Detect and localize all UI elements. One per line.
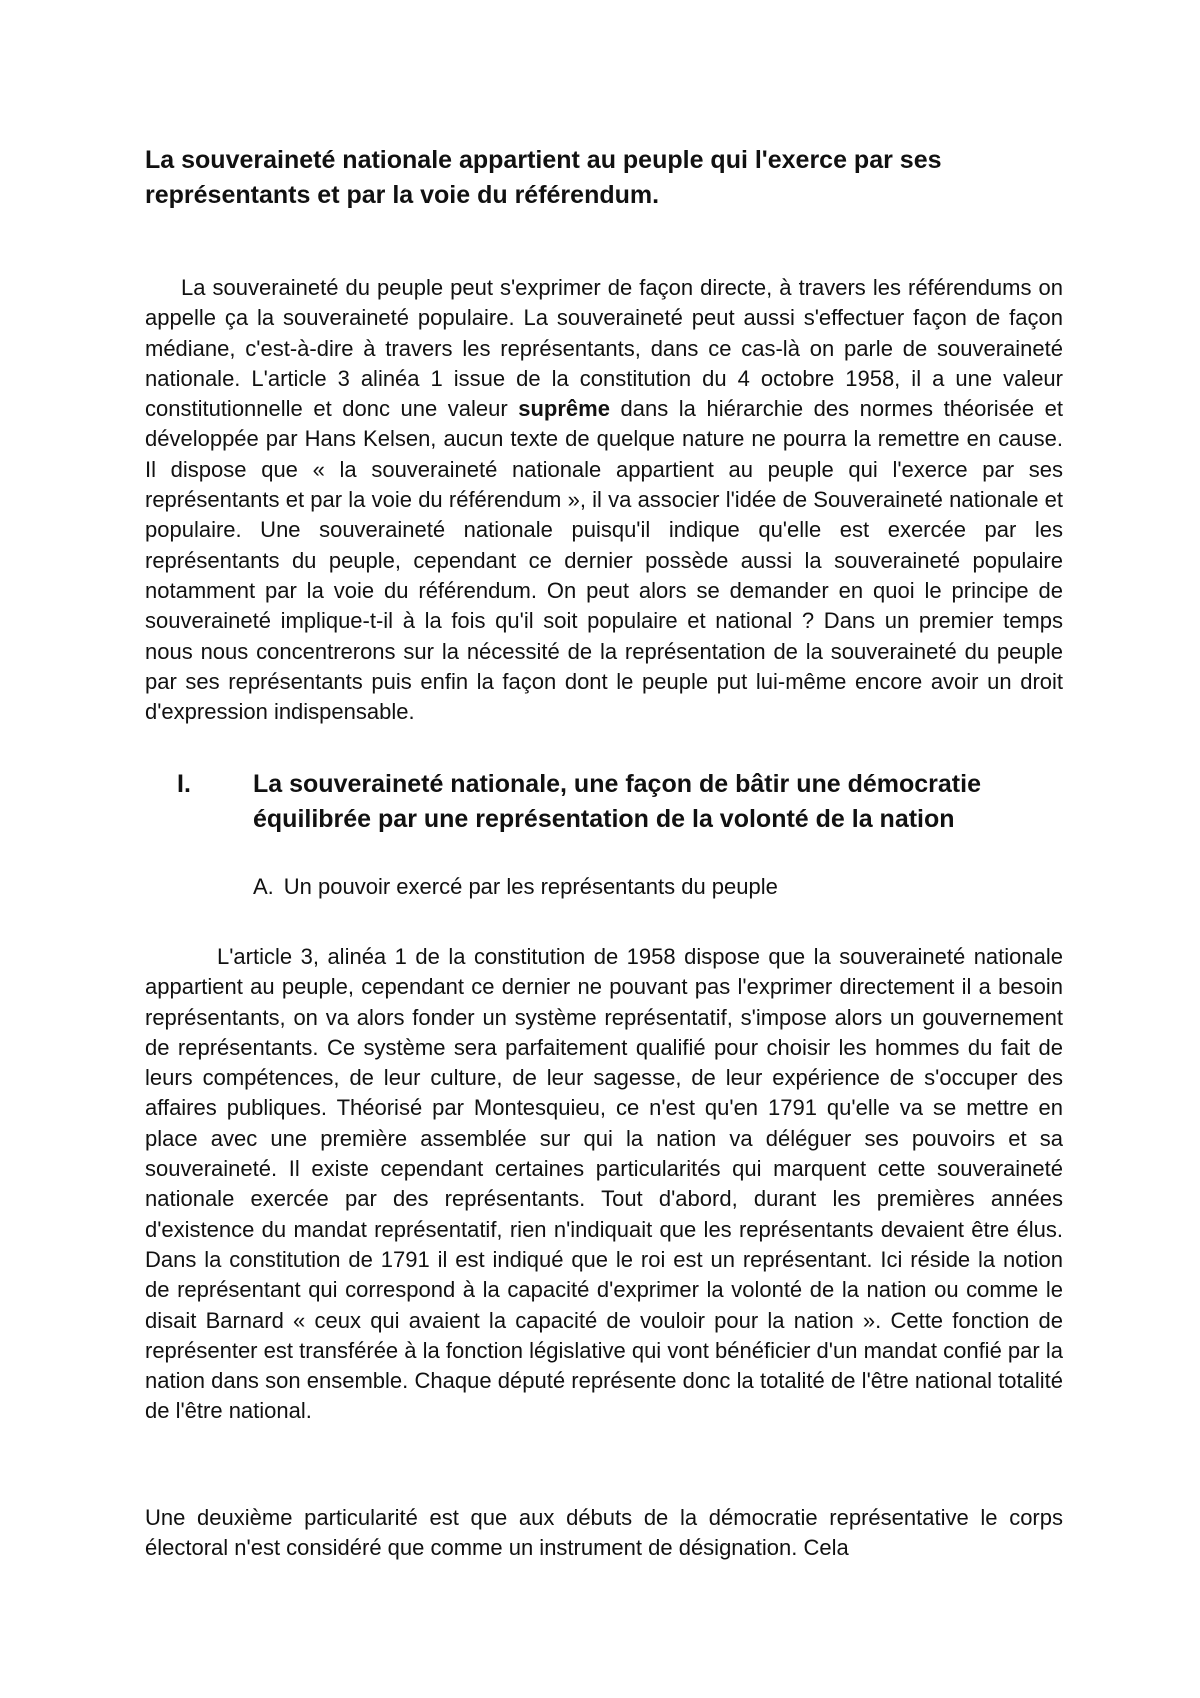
body-paragraph-1: L'article 3, alinéa 1 de la constitution de 1958 dispose que la souveraineté nationale appartient au peuple, cependant ce dernier ne pouvant pas l'exprimer directement il a besoin représentants, on va alors fonder un système représentatif, s'impose alors un gouvernement de représentants. Ce système sera parfaitement qualifié pour choisir les hommes du fait de leurs compétences, de leur culture, de leur sagesse, de leur expérience de s'occuper des affaires publiques. Théorisé par Montesquieu, ce n'est qu'en 1791 qu'elle va se mettre en place avec une première assemblée sur qui la nation va déléguer ses pouvoirs et sa souveraineté. Il existe cependant certaines particularités qui marquent cette souveraineté nationale exercée par des représentants. Tout d'abord, durant les premières années d'existence du mandat représentatif, rien n'indiquait que les représentants devaient être élus. Dans la constitution de 1791 il est indiqué que le roi est un représentant. Ici réside la notion de représentant qui correspond à la capacité d'exprimer la volonté de la nation ou comme le disait Barnard « ceux qui avaient la capacité de vouloir pour la nation ». Cette fonction de représenter est transférée à la fonction législative qui vont bénéficier d'un mandat confié par la nation dans son ensemble. Chaque député représente donc la totalité de l'être national totalité de l'être national. — [145, 944, 1063, 1424]
body-paragraph-2: Une deuxième particularité est que aux débuts de la démocratie représentative le corps électoral n'est considéré que comme un instrument de désignation. Cela — [145, 1505, 1063, 1561]
document-page — [145, 0, 1063, 1698]
intro-paragraph — [145, 273, 1063, 727]
section-1-heading-text: La souveraineté nationale, une façon de bâtir une démocratie équilibrée par une représentation de la volonté de la nation — [253, 770, 981, 833]
subsection-a-letter: A. — [253, 874, 274, 899]
section-1-number: I. — [177, 770, 191, 798]
intro-text-end: dans la hiérarchie des normes théorisée et développée par Hans Kelsen, aucun texte de quelque nature ne pourra la remettre en cause. Il dispose que « la souveraineté nationale appartient au peuple qui l'exerce par ses représentants et par la voie du référendum », il va associer l'idée de Souveraineté nationale et populaire. Une souveraineté nationale puisqu'il indique qu'elle est exercée par les représentants du peuple, cependant ce dernier possède aussi la souveraineté populaire notamment par la voie du référendum. On peut alors se demander en quoi le principe de souveraineté implique-t-il à la fois qu'il soit populaire et national ? Dans un premier temps nous nous concentrerons sur la nécessité de la représentation de la souveraineté du peuple par ses représentants puis enfin la façon dont le peuple put lui-même encore avoir un droit d'expression indispensable. — [145, 396, 1063, 725]
intro-emphasis: suprême — [518, 396, 610, 422]
subsection-a-heading-text: Un pouvoir exercé par les représentants du peuple — [283, 874, 778, 899]
intro-text-start: La souveraineté du peuple peut s'exprimer de façon directe, à travers les référendums on appelle ça la souveraineté populaire. La souveraineté peut aussi s'effectuer façon de façon médiane, c'est-à-dire à travers les représentants, dans ce cas-là on parle de souveraineté nationale. L'article 3 alinéa 1 issue de la constitution du 4 octobre 1958, il a une valeur constitutionnelle et donc une valeur — [145, 275, 1063, 422]
document-title: La souveraineté nationale appartient au peuple qui l'exerce par ses représentants et par la voie du référendum. — [145, 146, 942, 209]
subsection-a-heading — [253, 872, 1063, 902]
